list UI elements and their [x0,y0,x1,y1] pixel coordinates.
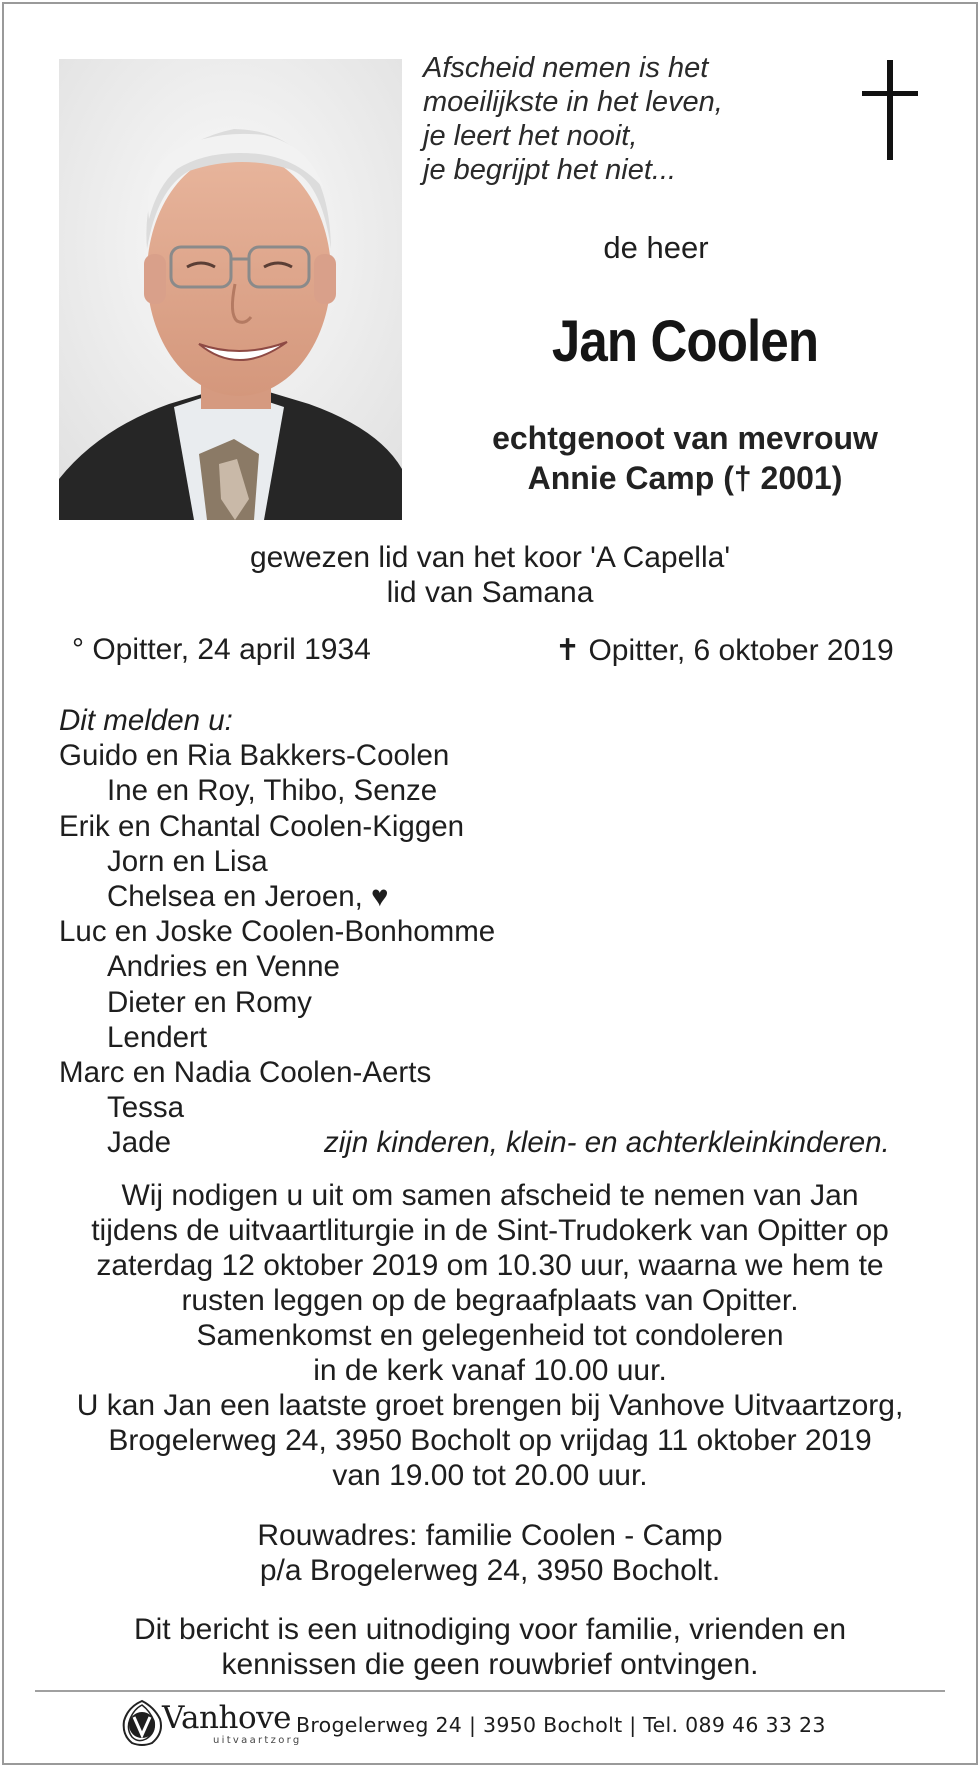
notice-line: kennissen die geen rouwbrief ontvingen. [221,1648,759,1681]
poem-line: Afscheid nemen is het [423,52,709,84]
family-member: Dieter en Romy [107,985,312,1019]
portrait-photo [59,59,402,520]
invitation-line: zaterdag 12 oktober 2019 om 10.30 uur, waarna we hem te [96,1249,884,1282]
notice-line: Dit bericht is een uitnodiging voor familie, vrienden en [133,1613,847,1646]
family-member: Andries en Venne [107,950,340,984]
poem-line: je begrijpt het niet... [423,154,677,186]
contact-info: Brogelerweg 24 | 3950 Bocholt | Tel. 089 46 33 23 [296,1713,826,1737]
family-member: Luc en Joske Coolen-Bonhomme [59,915,496,949]
footer-divider [35,1690,945,1692]
family-member: Tessa [107,1091,185,1125]
invitation-line: Samenkomst en gelegenheid tot condoleren [196,1319,784,1352]
invitation-line: tijdens de uitvaartliturgie in de Sint-Trudokerk van Opitter op [91,1214,889,1247]
family-intro: Dit melden u: [59,704,233,737]
birth-date: ° Opitter, 24 april 1934 [72,633,371,666]
latin-cross-icon [862,60,918,160]
family-member: Lendert [107,1020,208,1054]
family-member: Marc en Nadia Coolen-Aerts [59,1055,432,1089]
funeral-invitation [50,1178,930,1493]
poem-line: je leert het nooit, [423,120,638,152]
family-member: Chelsea en Jeroen, ♥ [107,879,389,913]
invitation-line: in de kerk vanaf 10.00 uur. [313,1354,667,1387]
spouse-line: echtgenoot van mevrouw [492,420,878,456]
invitation-line: Brogelerweg 24, 3950 Bocholt op vrijdag 11 oktober 2019 [108,1424,872,1457]
family-member: Guido en Ria Bakkers-Coolen [59,739,450,773]
invitation-line: van 19.00 tot 20.00 uur. [332,1459,648,1492]
poem-line: moeilijkste in het leven, [423,86,723,118]
address-line: p/a Brogelerweg 24, 3950 Bocholt. [259,1554,721,1587]
funeral-home-footer [118,1697,958,1757]
family-member: Ine en Roy, Thibo, Senze [107,774,438,808]
invitation-line: rusten leggen op de begraafplaats van Opitter. [181,1284,799,1317]
invitation-line: U kan Jan een laatste groet brengen bij Vanhove Uitvaartzorg, [76,1389,904,1422]
memberships [180,540,800,610]
brand-name: Vanhove [162,1700,291,1736]
family-member: Erik en Chantal Coolen-Kiggen [59,809,465,843]
poem-verse [423,51,763,187]
brand-tagline: uitvaartzorg [213,1735,302,1746]
membership-line: gewezen lid van het koor 'A Capella' [249,541,731,574]
invitation-line: Wij nodigen u uit om samen afscheid te nemen van Jan [121,1179,859,1212]
spouse-info [420,418,950,498]
address-line: Rouwadres: familie Coolen - Camp [257,1519,723,1552]
vanhove-logo-icon [120,1699,164,1747]
family-relation: zijn kinderen, klein- en achterkleinkinderen. [324,1126,890,1160]
family-member: Jade [107,1126,171,1160]
family-list [59,703,919,1160]
spouse-line: Annie Camp († 2001) [527,460,843,496]
death-date: ✝ Opitter, 6 oktober 2019 [555,634,894,667]
family-member: Jorn en Lisa [107,844,268,878]
deceased-name: Jan Coolen [551,309,819,374]
family-member-last [59,1125,919,1160]
notice-text [80,1612,900,1682]
membership-line: lid van Samana [386,576,594,609]
honorific-title: de heer [603,230,709,265]
mourning-address [180,1518,800,1588]
